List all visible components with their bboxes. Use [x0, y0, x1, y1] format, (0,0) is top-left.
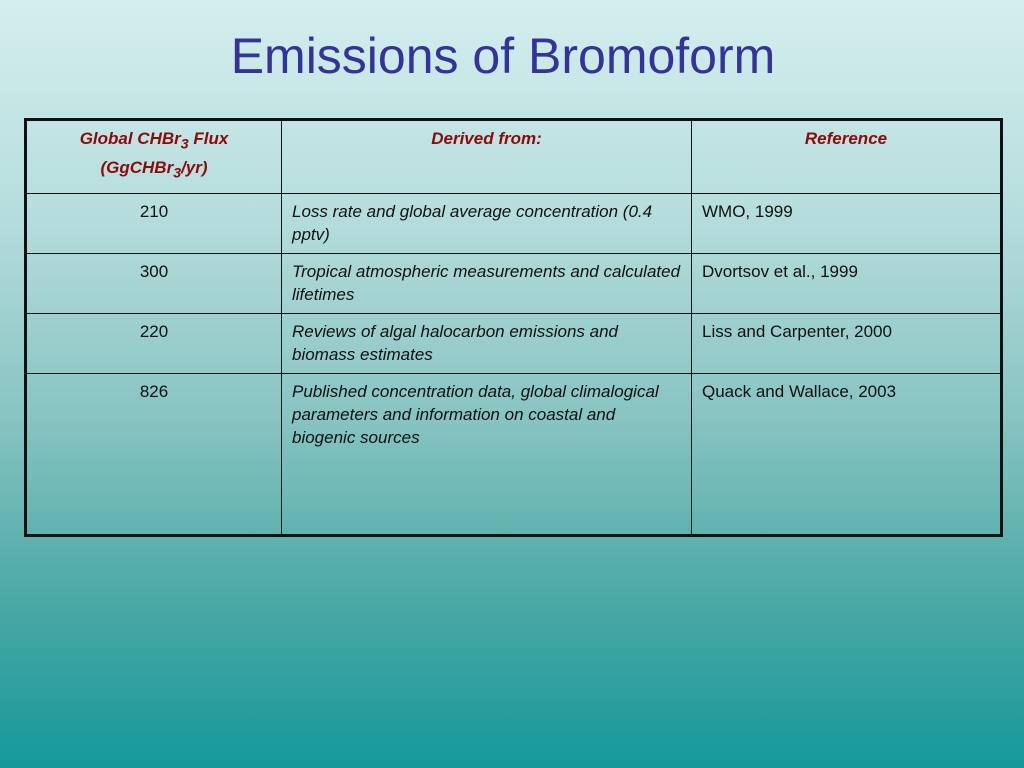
header-flux-line2-sub: 3: [173, 165, 182, 182]
header-flux-line1-sub: 3: [180, 136, 189, 153]
reference: WMO, 1999: [692, 193, 1002, 253]
header-flux: [26, 120, 282, 194]
flux-value: 220: [26, 313, 282, 373]
reference: Dvortsov et al., 1999: [692, 253, 1002, 313]
table-row: [26, 313, 1002, 373]
table-row: [26, 193, 1002, 253]
header-reference: Reference: [692, 120, 1002, 194]
emissions-table: [24, 118, 1003, 537]
reference: Liss and Carpenter, 2000: [692, 313, 1002, 373]
table-row: [26, 253, 1002, 313]
derived-from: Loss rate and global average concentration (0.4 pptv): [282, 193, 692, 253]
header-flux-line2-suffix: /yr): [181, 158, 208, 178]
flux-value: 300: [26, 253, 282, 313]
slide-title: Emissions of Bromoform: [230, 28, 776, 84]
reference: Quack and Wallace, 2003: [692, 373, 1002, 535]
header-derived: Derived from:: [282, 120, 692, 194]
header-flux-line1-prefix: Global CHBr: [79, 129, 181, 148]
header-flux-line1-suffix: Flux: [188, 129, 229, 148]
derived-from: Reviews of algal halocarbon emissions and biomass estimates: [282, 313, 692, 373]
header-flux-line2-prefix: (GgCHBr: [100, 158, 174, 178]
table-header-row: [26, 120, 1002, 194]
derived-from: Published concentration data, global climalogical parameters and information on coastal and biogenic sources: [282, 373, 692, 535]
flux-value: 826: [26, 373, 282, 535]
derived-from: Tropical atmospheric measurements and calculated lifetimes: [282, 253, 692, 313]
flux-value: 210: [26, 193, 282, 253]
table-row: [26, 373, 1002, 535]
